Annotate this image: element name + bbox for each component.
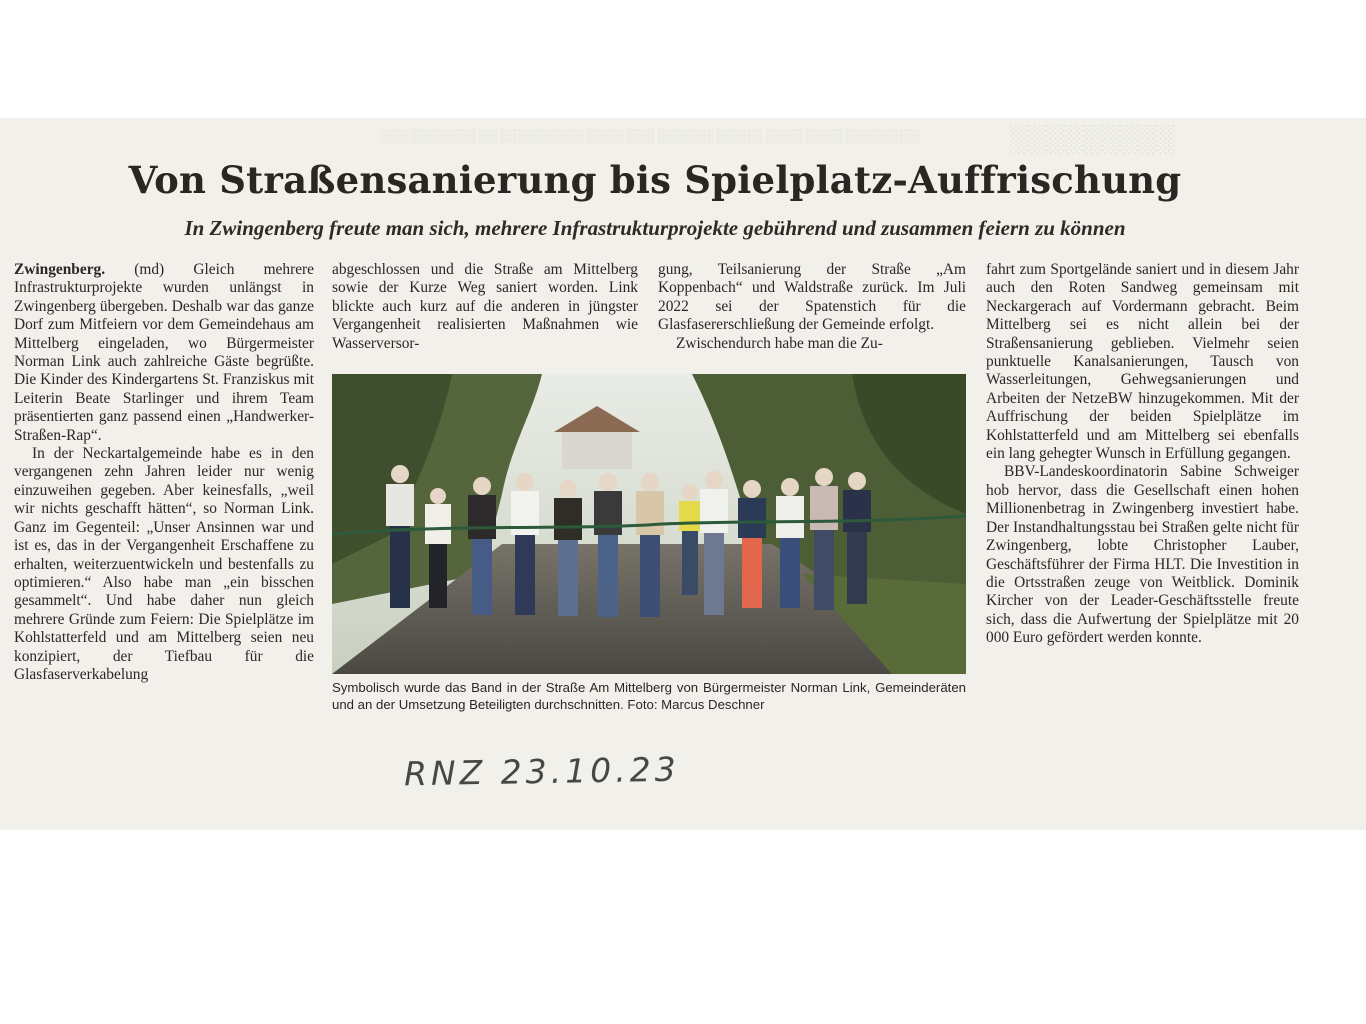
handwritten-date-note: RNZ 23.10.23 (403, 749, 680, 794)
article-column-1 (14, 261, 314, 684)
article-column-3 (658, 261, 966, 353)
photo-caption: Symbolisch wurde das Band in der Straße Am Mittelberg von Bürgermeister Norman Link, Gemeinderäten und an der Umsetzung Beteiligten durchschnitten. Foto: Marcus Deschner (332, 680, 966, 712)
column-4-paragraph-1: fahrt zum Sportgelände saniert und in diesem Jahr auch den Roten Sandweg gemeinsam mit Neckargerach auf Vordermann gebracht. Beim Mittelberg sei es nicht allein bei der Straßensanierung geblieben. Vielmehr seien punktuelle Kanalsanierungen, Tausch von Wasserleitungen, Gehwegsanierungen und Arbeiten der NetzeBW hinzugekommen. Mit der Auffrischung der beiden Spielplätze im Kohlstatterfeld und am Mittelberg sei ebenfalls ein lang gehegter Wunsch in Erfüllung gegangen. (986, 261, 1299, 463)
article-subheadline: In Zwingenberg freute man sich, mehrere Infrastrukturprojekte gebührend und zusammen feiern zu können (184, 216, 1126, 240)
column-3-paragraph-1: gung, Teilsanierung der Straße „Am Koppenbach“ und Waldstraße zurück. Im Juli 2022 sei der Spatenstich für die Glasfasererschließung der Gemeinde erfolgt. (658, 261, 966, 334)
article-headline: Von Straßensanierung bis Spielplatz-Auffrischung (128, 158, 1182, 202)
ribbon-cutting-photo (332, 374, 966, 674)
bleed-through-heading: ░░░░░░░░░ (1010, 124, 1176, 153)
photo-illustration (332, 374, 966, 674)
column-1-paragraph-1-text: (md) Gleich mehrere Infrastrukturprojekte wurden unlängst in Zwingenberg übergeben. Deshalb war das ganze Dorf zum Mitfeiern vor dem Gemeindehaus am Mittelberg eingeladen, wo Bürgermeister Norman Link auch zahlreiche Gäste begrüßte. Die Kinder des Kindergartens St. Franziskus mit Leiterin Beate Starlinger und ihrem Team präsentierten ganz passend einen „Handwerker-Straßen-Rap“. (14, 261, 314, 444)
dateline: Zwingenberg. (14, 261, 106, 278)
newspaper-clipping (0, 118, 1366, 830)
column-3-paragraph-2: Zwischendurch habe man die Zu- (676, 334, 883, 352)
column-1-paragraph-1 (14, 261, 314, 445)
article-column-2 (332, 261, 638, 353)
bleed-through-text: ░░░ ░░░░░░░ ░░ ░░░░░░░░░ ░░░░ ░░░ ░░░░░░ ░░░░░ ░░░░ ░░░░ ░░░░░░░░ (380, 128, 920, 143)
article-column-4 (986, 261, 1299, 648)
column-2-paragraph-1: abgeschlossen und die Straße am Mittelberg sowie der Kurze Weg saniert worden. Link blickte auch kurz auf die anderen in jüngster Vergangenheit realisierten Maßnahmen wie Wasserversor- (332, 261, 638, 352)
column-4-paragraph-2: BBV-Landeskoordinatorin Sabine Schweiger hob hervor, dass die Gesellschaft einen hohen Millionenbetrag in Zwingenberg investiert habe. Der Instandhaltungsstau bei Straßen gelte nicht für Zwingenberg, lobte Christopher Lauber, Geschäftsführer der Firma HLT. Die Investition in die Ortsstraßen zeuge von Weitblick. Dominik Kircher von der Leader-Geschäftsstelle freute sich, dass die Aufwertung der Spielplätze mit 20 000 Euro gefördert werden konnte. (986, 463, 1299, 647)
column-1-paragraph-2: In der Neckartalgemeinde habe es in den vergangenen zehn Jahren leider nur wenig einzuweihen gegeben. Aber keinesfalls, „weil wir nichts geschafft hätten“, so Norman Link. Ganz im Gegenteil: „Unser Ansinnen war und ist es, das in der Vergangenheit Erschaffene zu erhalten, weiterzuentwickeln und bestenfalls zu optimieren.“ Also habe man „ein bisschen gesammelt“. Und habe daher nun gleich mehrere Gründe zum Feiern: Die Spielplätze im Kohlstatterfeld und am Mittelberg seien neu konzipiert, der Tiefbau für die Glasfaserverkabelung (14, 445, 314, 683)
